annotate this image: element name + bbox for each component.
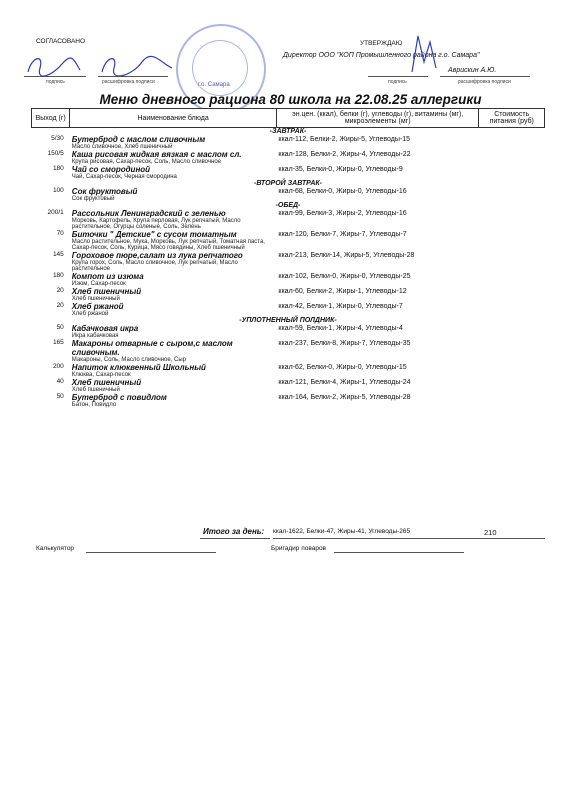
dish-ingredients: Батон, Повидло [71,402,117,408]
dish-row [32,287,545,302]
dish-cell [70,272,277,287]
section-row [32,180,545,187]
brigadier-signature-line [334,552,464,553]
dish-nutrition: ккал-35, Белки-0, Жиры-0, Углеводы-9 [278,166,403,173]
dish-output: 50 [56,393,64,400]
dish-output: 200/1 [47,209,64,216]
dish-nutrition: ккал-60, Белки-2, Жиры-1, Углеводы-12 [278,288,407,295]
dish-cell [70,209,277,230]
dish-name: Гороховое пюре,салат из лука репчатого [71,251,243,260]
agreed-label: СОГЛАСОВАНО [36,38,86,45]
brigadier-label: Бригадир поваров [271,545,327,552]
approved-sign-caption: подпись [388,79,407,85]
dish-nutrition: ккал-213, Белки-14, Жиры-5, Углеводы-28 [278,252,415,259]
dish-output: 180 [52,165,64,172]
dish-ingredients: Хлеб пшеничный [71,296,120,302]
dish-cell [70,287,277,302]
dish-cost [479,363,545,378]
dish-row [32,209,545,230]
dish-output: 50 [56,324,64,331]
totals-label: Итого за день: [203,527,265,536]
totals-underline [200,538,270,539]
dish-ingredients: Масло сливочное, Хлеб пшеничный [71,144,173,150]
section-row [32,202,545,209]
section-title: -ОБЕД- [275,202,301,209]
dish-output: 150/5 [47,150,64,157]
dish-cost [479,378,545,393]
dish-cell [70,363,277,378]
dish-output: 5/30 [51,135,64,142]
dish-name: Каша рисовая жидкая вязкая с маслом сл. [71,150,242,159]
dish-cell [70,251,277,272]
approved-signature [404,32,444,76]
totals-nutrition: ккал-1622, Белки-47, Жиры-41, Углеводы-265 [273,528,411,535]
dish-nutrition: ккал-128, Белки-2, Жиры-4, Углеводы-22 [278,151,411,158]
dish-cell [70,324,277,339]
approved-decode-caption: расшифровка подписи [458,79,511,85]
dish-row [32,393,545,408]
dish-cost [479,251,545,272]
dish-name: Чай со смородиной [71,165,151,174]
dish-name: Напиток клюквенный Школьный [71,363,206,372]
dish-row [32,302,545,317]
dish-nutrition: ккал-99, Белки-3, Жиры-2, Углеводы-16 [278,210,407,217]
dish-output: 70 [56,230,64,237]
dish-cell [70,165,277,180]
dish-ingredients: Икра кабачковая [71,333,119,339]
dish-cost [479,165,545,180]
dish-ingredients: Хлеб пшеничный [71,387,120,393]
dish-ingredients: Сок фруктовый [71,196,115,202]
dish-cost [479,230,545,251]
dish-ingredients: Изюм, Сахар-песок [71,281,126,287]
totals-underline-wide [273,538,545,539]
section-title: -ЗАВТРАК- [269,128,307,135]
dish-name: Кабачковая икра [71,324,139,333]
dish-name: Хлеб пшеничный [71,378,142,387]
dish-name: Рассольник Ленинградский с зеленью [71,209,226,218]
dish-cell [70,302,277,317]
column-header-nutrition: эн.цен. (ккал), белки (г), углеводы (г), витамины (мг), микроэлементы (мг) [276,109,479,128]
dish-cost [479,324,545,339]
approved-label: УТВЕРЖДАЮ [360,40,403,47]
dish-name: Сок фруктовый [71,187,138,196]
calculator-signature-line [86,552,216,553]
dish-nutrition: ккал-62, Белки-0, Жиры-0, Углеводы-15 [278,364,407,371]
approved-decode-line [440,76,530,77]
dish-cost [479,287,545,302]
dish-cost [479,187,545,202]
dish-output: 200 [52,363,64,370]
dish-cell [70,135,277,150]
dish-row [32,339,545,363]
dish-row [32,272,545,287]
dish-nutrition: ккал-164, Белки-2, Жиры-5, Углеводы-28 [278,394,411,401]
dish-ingredients: Чай, Сахар-песок, Черная смородина [71,174,177,180]
section-title: -ВТОРОЙ ЗАВТРАК- [253,180,323,187]
section-title: -УПЛОТНЕННЫЙ ПОЛДНИК- [239,317,337,324]
column-header-cost: Стоимость питания (руб) [479,109,545,128]
dish-name: Биточки " Детские" с сусом томатным [71,230,237,239]
agreed-signature [22,50,182,82]
dish-row [32,135,545,150]
dish-row [32,251,545,272]
dish-ingredients: Масло растительное, Мука, Морковь, Лук репчатый, Томатная паста, Сахар-песок, Соль, Курица, Мясо говядины, Хлеб пшеничный [71,239,265,251]
dish-name: Бутерброд с маслом сливочным [71,135,206,144]
page-title: Меню дневного рациона 80 школа на 22.08.25 аллергики [99,92,482,107]
dish-row [32,230,545,251]
dish-row [32,187,545,202]
section-row [32,128,545,136]
dish-name: Компот из изюма [71,272,144,281]
totals-cost: 210 [484,528,497,537]
approved-name: Аврискин А.Ю. [448,67,497,74]
dish-name: Бутерброд с повидлом [71,393,167,402]
stamp-label: г.о. Самара [198,82,230,88]
dish-ingredients: Морковь, Картофель, Крупа перловая, Лук репчатый, Масло растительное, Огурцы соленые, Соль, Зелень [71,218,241,230]
dish-cost [479,150,545,165]
dish-cell [70,393,277,408]
dish-cost [479,135,545,150]
dish-nutrition: ккал-120, Белки-7, Жиры-7, Углеводы-7 [278,231,407,238]
dish-ingredients: Макароны, Соль, Масло сливочное, Сыр [71,357,187,363]
dish-cell [70,378,277,393]
dish-cost [479,393,545,408]
agreed-sign-caption: подпись [46,79,65,85]
dish-row [32,150,545,165]
dish-row [32,324,545,339]
dish-nutrition: ккал-112, Белки-2, Жиры-5, Углеводы-15 [278,136,411,143]
dish-cost [479,302,545,317]
dish-row [32,363,545,378]
section-row [32,317,545,324]
dish-nutrition: ккал-121, Белки-4, Жиры-1, Углеводы-24 [278,379,411,386]
column-header-name: Наименование блюда [70,109,277,128]
agreed-decode-caption: расшифровка подписи [102,79,155,85]
dish-row [32,378,545,393]
dish-output: 180 [52,272,64,279]
dish-name: Хлеб ржаной [71,302,124,311]
dish-output: 165 [52,339,64,346]
menu-table [31,108,545,408]
dish-cost [479,339,545,363]
dish-cell [70,339,277,363]
menu-body [32,128,545,409]
approved-position: Директор ООО "КОП Промышленного района г.о. Самара" [283,52,480,59]
dish-cost [479,272,545,287]
approved-signature-line [368,76,428,77]
dish-output: 20 [56,302,64,309]
dish-ingredients: Крупа горох, Соль, Масло сливочное, Лук репчатый, Масло растительное [71,260,238,272]
dish-name: Хлеб пшеничный [71,287,142,296]
dish-cell [70,187,277,202]
column-header-output: Выход (г) [32,109,70,128]
dish-name: Макароны отварные с сыром,с маслом сливочным. [71,339,233,357]
dish-row [32,165,545,180]
dish-nutrition: ккал-42, Белки-1, Жиры-0, Углеводы-7 [278,303,403,310]
dish-nutrition: ккал-59, Белки-1, Жиры-4, Углеводы-4 [278,325,403,332]
dish-ingredients: Хлеб ржаной [71,311,109,317]
dish-output: 20 [56,287,64,294]
calculator-label: Калькулятор [36,545,75,552]
dish-cell [70,150,277,165]
dish-cost [479,209,545,230]
dish-output: 40 [56,378,64,385]
dish-output: 145 [52,251,64,258]
table-header-row [32,109,545,128]
dish-nutrition: ккал-237, Белки-8, Жиры-7, Углеводы-35 [278,340,411,347]
dish-nutrition: ккал-102, Белки-0, Жиры-0, Углеводы-25 [278,273,411,280]
dish-nutrition: ккал-68, Белки-0, Жиры-0, Углеводы-16 [278,188,407,195]
dish-ingredients: Клюква, Сахар-песок [71,372,131,378]
dish-output: 100 [52,187,64,194]
dish-ingredients: Крупа рисовая, Сахар-песок, Соль, Масло сливочное [71,159,222,165]
dish-cell [70,230,277,251]
